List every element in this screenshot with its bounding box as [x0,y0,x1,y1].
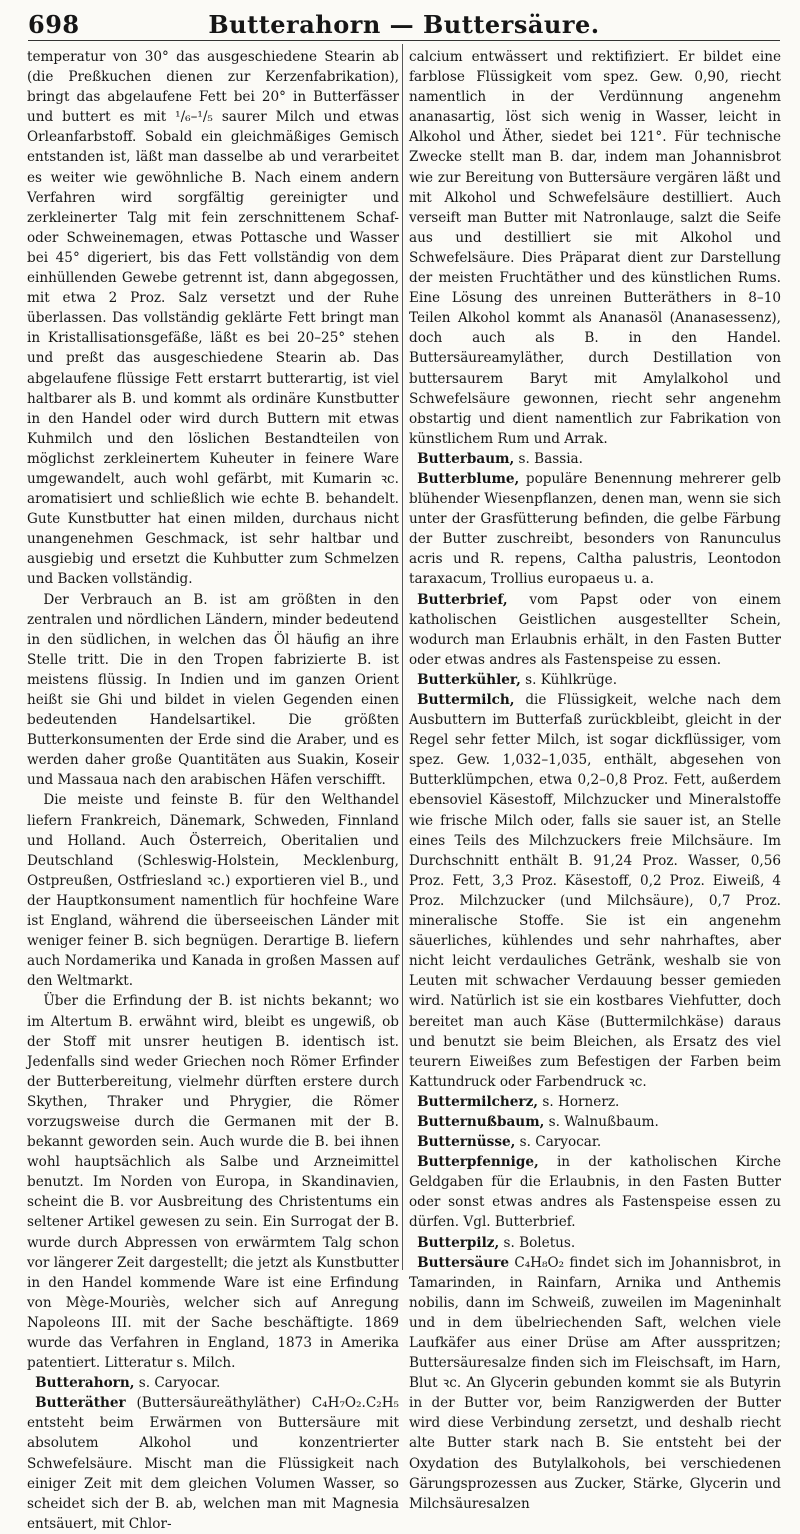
entry-body: s. Caryocar. [134,1375,221,1392]
paragraph: Die meiste und feinste B. für den Welthandel liefern Frankreich, Dänemark, Schweden, Finnland und Holland. Auch Österreich, Oberitalien und Deutschland (Schleswig-Holstein, Mecklenburg, Ostpreußen, Ostfriesland ꝛc.) exportieren viel B., und der Hauptkonsument namentlich für hochfeine Ware ist England, während die überseeischen Länder mit weniger feiner B. sich begnügen. Derartige B. liefern auch Nordamerika und Kanada in großen Massen auf den Weltmarkt. [27,792,399,990]
entry-headword: Butterblume, [417,470,520,487]
column-separator [402,44,403,1270]
entry-body: s. Kühlkrüge. [520,671,618,688]
dictionary-entry [27,1393,399,1534]
dictionary-entry [27,1373,399,1393]
continued-text: temperatur von 30° das ausgeschiedene Stearin ab (die Preßkuchen dienen zur Kerzenfabrikation), bringt das abgelaufene Fett bei 20° in Butterfässer und buttert es mit ¹/₆–¹/₅ saurer Milch und etwas Orleanfarbstoff. Sobald ein gleichmäßiges Gemisch entstanden ist, läßt man dasselbe ab und verarbeitet es weiter wie gewöhnliche B. Nach einem andern Verfahren wird sorgfältig gereinigter und zerkleinerter Talg mit fein zerschnittenem Schaf- oder Schweinemagen, etwas Pottasche und Wasser bei 45° digeriert, bis das Fett vollständig von dem einhüllenden Gewebe getrennt ist, dann abgegossen, mit etwa 2 Proz. Salz versetzt und der Ruhe überlassen. Das vollständig geklärte Fett bringt man in Kristallisationsgefäße, läßt es bei 20–25° stehen und preßt das ausgeschiedene Stearin ab. Das abgelaufene flüssige Fett erstarrt butterartig, ist viel haltbarer als B. und kommt als ordinäre Kunstbutter in den Handel oder wird durch Buttern mit etwas Kuhmilch und den löslichen Bestandteilen von möglichst zerkleinertem Kuheuter in feinere Ware umgewandelt, auch wohl gefärbt, mit Kumarin ꝛc. aromatisiert und schließlich wie echte B. behandelt. Gute Kunstbutter hat einen milden, durchaus nicht unangenehmen Geschmack, ist sehr haltbar und ausgiebig und ersetzt die Kuhbutter zum Schmelzen und Backen vollständig. [27,49,399,588]
entry-body: die Flüssigkeit, welche nach dem Ausbuttern im Butterfaß zurückbleibt, gleicht in der Regel sehr fetter Milch, ist sogar dickflüssiger, vom spez. Gew. 1,032–1,035, enthält, abgesehen von Butterklümpchen, etwa 0,2–0,8 Proz. Fett, außerdem ebensoviel Käsestoff, Milchzucker und Mineralstoffe wie frische Milch oder, falls sie sauer ist, an Stelle eines Teils des Milchzuckers freie Milchsäure. Im Durchschnitt enthält B. 91,24 Proz. Wasser, 0,56 Proz. Fett, 3,3 Proz. Käsestoff, 0,2 Proz. Eiweiß, 4 Proz. Milchzucker (und Milchsäure), 0,7 Proz. mineralische Stoffe. Sie ist ein angenehm säuerliches, kühlendes und sehr nahrhaftes, aber nicht leicht verdauliches Getränk, weshalb sie von Leuten mit schwacher Verdauung besser gemieden wird. Natürlich ist sie ein kostbares Viehfutter, doch bereitet man auch Käse (Buttermilchkäse) daraus und benutzt sie beim Bleichen, als Ersatz des viel teurern Eiweißes zum Befestigen der Farben beim Kattundruck oder Farbendruck ꝛc. [409,692,781,1090]
continued-text: calcium entwässert und rektifiziert. Er bildet eine farblose Flüssigkeit vom spez. Gew. 0,90, riecht namentlich in der Verdünnung angenehm ananasartig, löst sich wenig in Wasser, leicht in Alkohol und Äther, siedet bei 121°. Für technische Zwecke stellt man B. dar, indem man Johannisbrot wie zur Bereitung von Buttersäure vergären läßt und mit Alkohol und Schwefelsäure destilliert. Auch verseift man Butter mit Natronlauge, salzt die Seife aus und destilliert sie mit Alkohol und Schwefelsäure. Dies Präparat dient zur Darstellung der meisten Fruchtäther und des künstlichen Rums. Eine Lösung des unreinen Butteräthers in 8–10 Teilen Alkohol kommt als Ananasöl (Ananasessenz), doch auch als B. in den Handel. Buttersäureamyläther, durch Destillation von buttersaurem Baryt mit Amylalkohol und Schwefelsäure gewonnen, riecht sehr angenehm obstartig und dient namentlich zur Fabrikation von künstlichem Rum und Arrak. [409,49,781,447]
running-head: Butterahorn — Buttersäure. [208,10,600,39]
dictionary-entry [409,1233,781,1253]
page-header [28,8,780,42]
entry-body: s. Caryocar. [515,1134,602,1151]
entry-headword: Butternüsse, [417,1134,516,1151]
entry-headword: Butterpilz, [417,1234,500,1251]
entry-headword: Buttersäure [417,1254,510,1271]
entry-headword: Butterkühler, [417,671,521,688]
paragraph: Der Verbrauch an B. ist am größten in den zentralen und nördlichen Ländern, minder bedeutend in den südlichen, in welchen das Öl häufig an ihre Stelle tritt. Die in den Tropen fabrizierte B. ist meistens flüssig. In Indien und im ganzen Orient heißt sie Ghi und bildet in vielen Gegenden einen bedeutenden Handelsartikel. Die größten Butterkonsumenten der Erde sind die Araber, und es werden daher große Quantitäten aus Suakin, Koseir und Massaua nach den arabischen Häfen verschifft. [27,591,399,789]
entry-body: C₄H₈O₂ findet sich im Johannisbrot, in Tamarinden, in Rainfarn, Arnika und Anthemis nobilis, dann im Schweiß, zuweilen im Mageninhalt und in dem übelriechenden Saft, welchen viele Laufkäfer aus einer Drüse am After ausspritzen; Buttersäuresalze finden sich im Fleischsaft, im Harn, Blut ꝛc. An Glycerin gebunden kommt sie als Butyrin in der Butter vor, beim Ranzigwerden der Butter wird diese Verbindung zersetzt, und deshalb riecht alte Butter stark nach B. Sie entsteht bei der Oxydation des Butylalkohols, bei verschiedenen Gärungsprozessen aus Zucker, Stärke, Glycerin und Milchsäuresalzen [409,1254,781,1512]
entry-headword: Buttermilch, [417,692,515,708]
dictionary-entry [409,449,781,469]
entry-body: in der katholischen Kirche Geldgaben für die Erlaubnis, in den Fasten Butter oder sonst etwas andres als Fastenspeise essen zu dürfen. Vgl. Butterbrief. [409,1154,781,1231]
dictionary-entry [409,590,781,670]
dictionary-entry [409,690,781,1092]
entry-body: s. Walnußbaum. [544,1113,659,1130]
entry-body: (Buttersäureäthyläther) C₄H₇O₂.C₂H₅ entsteht beim Erwärmen von Buttersäure mit absolutem Alkohol und konzentrierter Schwefelsäure. Mischt man die Flüssigkeit nach einiger Zeit mit dem gleichen Volumen Wasser, so scheidet sich der B. ab, welchen man mit Magnesia entsäuert, mit Chlor- [27,1395,399,1532]
page-number: 698 [28,10,80,39]
entry-headword: Butterahorn, [35,1375,135,1392]
entry-headword: Butteräther [35,1395,126,1412]
header-rule [28,40,780,41]
dictionary-entry [409,1092,781,1112]
right-column [409,47,781,1512]
paragraph: Über die Erfindung der B. ist nichts bekannt; wo im Altertum B. erwähnt wird, bleibt es ungewiß, ob der Stoff mit unsrer heutigen B. identisch ist. Jedenfalls sind weder Griechen noch Römer Erfinder der Butterbereitung, vielmehr dürften erstere durch Skythen, Thraker und Phrygier, die Römer vorzugsweise durch die Germanen mit der B. bekannt geworden sein. Auch wurde die B. bei ihnen wohl hauptsächlich als Salbe und Arzneimittel benutzt. Im Norden von Europa, in Skandinavien, scheint die B. vor Ausbreitung des Christentums ein seltener Artikel gewesen zu sein. Ein Surrogat der B. wurde durch Abpressen von erwärmtem Talg schon vor längerer Zeit dargestellt; die jetzt als Kunstbutter in den Handel kommende Ware ist eine Erfindung von Mège-Mouriès, welcher sich auf Anregung Napoleons III. mit der Sache beschäftigte. 1869 wurde das Verfahren in England, 1873 in Amerika patentiert. Litteratur s. Milch. [27,993,399,1372]
entry-body: s. Hornerz. [538,1093,620,1110]
entry-body: s. Bassia. [514,450,583,467]
entry-body: s. Boletus. [499,1234,576,1251]
dictionary-entry [409,469,781,590]
entry-headword: Butternußbaum, [417,1113,545,1130]
dictionary-entry [409,1112,781,1132]
dictionary-entry [409,1132,781,1152]
entry-headword: Buttermilcherz, [417,1093,539,1110]
entry-body: vom Papst oder von einem katholischen Geistlichen ausgestellter Schein, wodurch man Erlaubnis erhält, in den Fasten Butter oder etwas andres als Fastenspeise zu essen. [409,591,781,668]
entry-body: populäre Benennung mehrerer gelb blühender Wiesenpflanzen, denen man, wenn sie sich unter der Grasfütterung befinden, die gelbe Färbung der Butter zuschreibt, besonders von Ranunculus acris und R. repens, Caltha palustris, Leontodon taraxacum, Trollius europaeus u. a. [409,470,781,588]
dictionary-entry [409,1152,781,1232]
dictionary-entry [409,1253,781,1514]
left-column [27,47,399,1532]
dictionary-entry [409,670,781,690]
entry-headword: Butterbaum, [417,450,515,467]
entry-headword: Butterpfennige, [417,1154,539,1171]
entry-headword: Butterbrief, [417,591,508,608]
